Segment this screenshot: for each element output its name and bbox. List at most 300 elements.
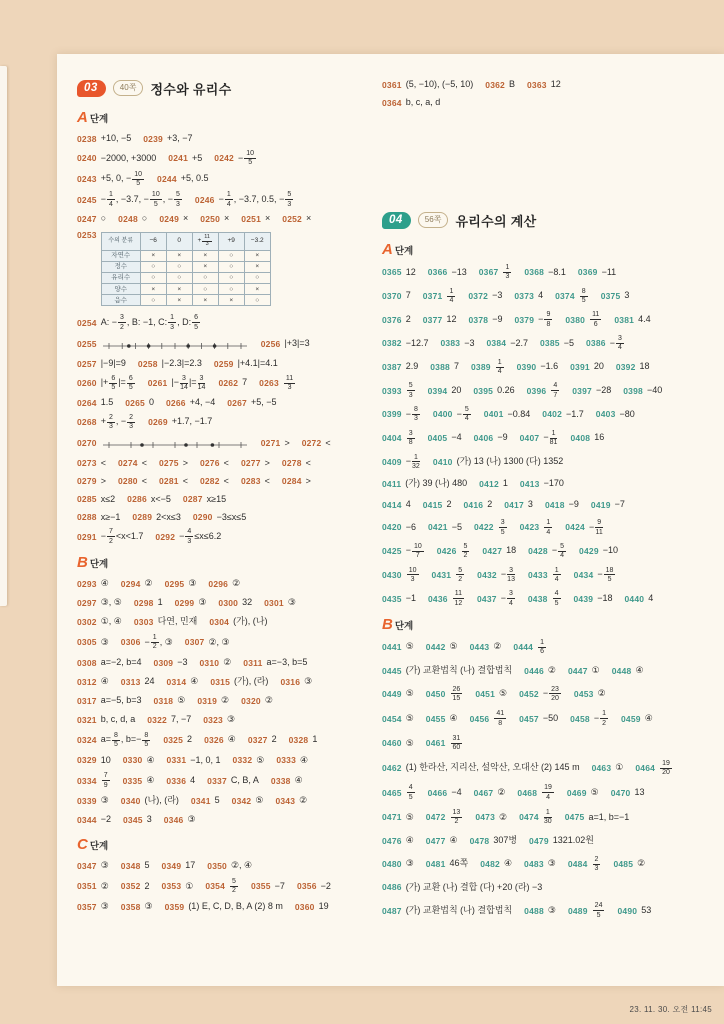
fraction-denominator: 5 [554, 599, 559, 607]
problem-number: 0425 [382, 546, 402, 557]
answer-item [297, 881, 331, 893]
problem-number: 0265 [125, 397, 145, 408]
fraction-numerator: 19 [662, 759, 670, 767]
problem-number: 0292 [155, 531, 176, 542]
problem-number: 0395 [473, 385, 494, 396]
answer-item [524, 905, 556, 917]
answer-item [475, 812, 507, 824]
fraction [600, 710, 608, 727]
problem-number: 0488 [524, 905, 544, 916]
answer-text: −3 [177, 656, 188, 667]
answer-row [382, 686, 712, 703]
problem-number: 0272 [301, 438, 322, 449]
answer-text: − $\frac{4}{3}$ ≤x≤6.2 [179, 528, 222, 545]
fraction-denominator: 5 [596, 911, 601, 919]
answer-text: 다연, 민재 [157, 616, 198, 627]
section-title: 유리수의 계산 [455, 213, 537, 229]
answer-text [461, 543, 471, 560]
fraction-numerator: 1 [551, 429, 556, 437]
answer-item [565, 311, 602, 328]
answer-text: ③ [100, 636, 109, 647]
fraction-denominator: 3 [287, 384, 292, 392]
answer-text: −0.84 [507, 408, 531, 419]
answer-text: A: − $\frac{3}{2}$ , B: −1, C: $\frac{1}{3}$ , D: $\frac{6}{5}$ [100, 314, 198, 331]
fraction-numerator: 8 [413, 406, 418, 414]
answer-item [77, 133, 131, 145]
answer-text: |−9|=9 [100, 358, 126, 369]
answer-item [574, 593, 613, 605]
answer-text: −5 [451, 521, 462, 532]
fraction-denominator: 3 [408, 391, 413, 399]
fraction-numerator: 7 [103, 772, 108, 780]
answer-text [550, 382, 560, 399]
problem-number: 0373 [514, 290, 535, 301]
answer-item [527, 79, 561, 91]
fraction-numerator: 11 [454, 590, 462, 598]
problem-number: 0355 [250, 881, 271, 892]
fraction [494, 710, 506, 727]
problem-number: 0432 [477, 569, 497, 580]
problem-number: 0466 [427, 787, 448, 798]
answer-text [452, 590, 465, 607]
answer-item [125, 397, 154, 409]
answer-item [382, 361, 418, 373]
step-letter: C [77, 836, 88, 854]
fraction [553, 590, 561, 607]
answer-row [382, 78, 712, 92]
fraction [230, 878, 238, 895]
problem-number: 0461 [425, 738, 446, 749]
answer-text: 18 [506, 545, 517, 556]
answer-item [134, 597, 163, 609]
problem-number: 0416 [463, 500, 484, 511]
problem-number: 0475 [564, 812, 585, 823]
problem-number: 0321 [77, 714, 97, 725]
fraction [284, 375, 295, 392]
answer-item [77, 676, 109, 688]
answer-item [474, 787, 506, 799]
answer-item [382, 713, 414, 725]
answer-item [382, 858, 414, 870]
answer-item [578, 267, 616, 279]
answer-text: − $\frac{1}{81}$ [543, 429, 558, 447]
answer-item [77, 795, 109, 807]
answer-text: −40 [646, 384, 663, 395]
answer-item [200, 458, 229, 470]
fraction-denominator: 2 [108, 537, 113, 545]
answer-text: ③ [100, 795, 109, 806]
answer-item [486, 338, 528, 350]
fraction [593, 856, 601, 873]
answer-text: ④ [503, 858, 513, 869]
problem-number: 0347 [77, 861, 97, 872]
fraction-denominator: 5 [607, 575, 612, 583]
problem-number: 0431 [431, 569, 452, 580]
problem-number: 0402 [542, 409, 562, 420]
answer-text [406, 567, 420, 584]
answer-text: −13 [451, 266, 467, 277]
table-corner-cell: 수의 분류 [101, 233, 140, 251]
problem-number: 0442 [425, 642, 446, 653]
table-column-header [244, 233, 270, 251]
problem-number: 0303 [133, 616, 154, 627]
fraction [604, 567, 616, 584]
problem-number: 0281 [158, 476, 179, 487]
answer-text: ④ [644, 712, 653, 723]
answer-text: −1 [405, 592, 416, 603]
answer-text: −6 [149, 237, 157, 245]
answer-text: −2.7 [510, 337, 528, 348]
answer-item [241, 458, 270, 470]
step-letter: A [77, 109, 88, 126]
answer-item [484, 409, 531, 421]
answer-item [471, 359, 505, 376]
answer-text [283, 375, 296, 392]
answer-row [77, 859, 375, 873]
fraction [132, 171, 144, 188]
problem-number: 0250 [200, 213, 221, 224]
answer-row [382, 902, 712, 919]
answer-item [614, 314, 650, 326]
answer-text [495, 359, 505, 376]
problem-number: 0258 [137, 358, 158, 369]
fraction-numerator: 10 [246, 150, 255, 157]
answer-row [77, 900, 375, 914]
answer-text: 2.9 [405, 361, 419, 372]
fraction-denominator: 2 [463, 552, 468, 560]
fraction-denominator: 12 [454, 599, 463, 607]
problem-number: 0344 [77, 815, 97, 826]
answer-text: −4 [451, 786, 462, 797]
answer-item [77, 637, 109, 649]
problem-number: 0396 [526, 385, 547, 396]
answer-item [426, 858, 468, 870]
problem-number: 0247 [77, 213, 97, 224]
answer-text: − $\frac{1}{2}$ , ③ [144, 634, 173, 651]
problem-number: 0391 [570, 362, 590, 372]
answer-text: 19 [318, 900, 329, 911]
answer-item [611, 787, 645, 799]
answer-text: < [100, 457, 106, 468]
table-mark-cell: ○ [244, 272, 270, 283]
problem-number: 0397 [572, 385, 592, 396]
answer-item [616, 361, 650, 373]
answer-item [468, 314, 502, 326]
fraction [180, 375, 188, 392]
answer-text: ④ [227, 734, 236, 745]
answer-item [162, 860, 196, 872]
problem-number: 0419 [590, 500, 611, 511]
fraction [174, 191, 182, 208]
answer-text: ②, ④ [230, 860, 253, 871]
fraction [544, 519, 552, 536]
problem-number: 0242 [214, 153, 234, 164]
fraction-denominator: 5 [144, 741, 149, 749]
answer-text: × [305, 213, 312, 224]
answer-text: 3 [624, 290, 630, 301]
fraction-denominator: 8 [546, 320, 551, 328]
problem-number: 0490 [617, 905, 638, 916]
problem-number: 0399 [382, 409, 402, 420]
problem-number: 0350 [207, 861, 227, 872]
fraction-numerator: 8 [113, 731, 118, 739]
problem-number: 0472 [425, 812, 446, 823]
problem-number: 0322 [147, 714, 167, 725]
problem-number: 0348 [120, 861, 141, 872]
problem-number: 0289 [132, 512, 153, 523]
answer-item [118, 213, 147, 225]
answer-item [205, 878, 239, 895]
problem-number: 0294 [120, 578, 141, 589]
answer-text: 20 [451, 384, 462, 395]
answer-row [77, 596, 375, 610]
number-line [101, 434, 249, 452]
fraction-denominator: 6 [593, 320, 598, 328]
fraction-numerator: 3 [119, 314, 124, 322]
answer-item [474, 519, 508, 536]
fraction-denominator: 3 [175, 200, 180, 208]
answer-text: − $\frac{1}{32}$ [405, 453, 420, 470]
answer-text: ① [615, 762, 624, 773]
answer-item [426, 735, 464, 752]
answer-text: ④ [190, 675, 199, 686]
fraction-denominator: 5 [153, 200, 158, 208]
answer-text: ○ [141, 213, 148, 224]
answer-item [218, 597, 252, 609]
fraction-denominator: 4 [546, 528, 551, 536]
answer-item [382, 688, 414, 700]
answer-item [423, 314, 457, 326]
answer-item [568, 856, 602, 873]
answer-row [382, 760, 712, 777]
problem-number: 0311 [243, 657, 263, 668]
fraction-numerator: 5 [287, 191, 292, 199]
problem-number: 0293 [77, 578, 97, 589]
problem-number: 0346 [163, 815, 184, 826]
answer-item [596, 409, 635, 421]
fraction-denominator: 6 [540, 648, 545, 656]
answer-item [166, 775, 195, 787]
table-mark-cell: ○ [244, 295, 270, 306]
fraction-numerator: 5 [463, 542, 468, 550]
answer-text: 0 [148, 396, 154, 407]
answer-row [77, 357, 375, 371]
answer-item [261, 338, 310, 350]
problem-number: 0282 [199, 476, 220, 487]
answer-item [163, 734, 192, 746]
fraction-numerator: 19 [544, 784, 552, 792]
problem-number: 0410 [432, 456, 453, 467]
number-line [101, 335, 249, 353]
problem-number: 0295 [164, 578, 185, 589]
fraction-numerator: 3 [617, 335, 622, 343]
answer-text: −18 [597, 592, 613, 603]
fraction-denominator: 5 [113, 741, 118, 749]
fraction-denominator: 3 [413, 415, 418, 423]
answer-row [382, 710, 712, 727]
problem-number: 0360 [294, 901, 315, 912]
fraction-denominator: 4 [554, 575, 559, 583]
problem-number: 0306 [120, 637, 141, 648]
table-mark-cell: × [244, 250, 270, 261]
problem-number: 0361 [382, 79, 402, 90]
answer-item [428, 267, 467, 279]
problem-number: 0308 [77, 657, 97, 668]
fraction-denominator: 30 [543, 818, 552, 826]
fraction [462, 543, 470, 560]
problem-number: 0406 [473, 433, 494, 444]
answer-text: −3 [464, 337, 475, 348]
answer-item [185, 637, 230, 649]
answer-row [382, 834, 712, 848]
answer-item [214, 358, 278, 370]
fraction-denominator: 11 [595, 528, 603, 536]
table-column-header [192, 233, 218, 251]
answer-item [473, 385, 514, 397]
answer-item [121, 634, 173, 651]
problem-number: 0392 [615, 362, 636, 372]
problem-number: 0474 [519, 812, 539, 823]
answer-item [210, 676, 268, 688]
problem-number: 0297 [77, 597, 97, 608]
table-column-header [218, 233, 244, 251]
answer-item [528, 567, 562, 584]
answer-item [426, 835, 458, 847]
answer-item [123, 755, 155, 767]
answer-item [382, 567, 420, 584]
answer-item [485, 79, 515, 91]
answer-text: a=−2, b=4 [100, 656, 142, 667]
problem-number: 0435 [382, 593, 402, 604]
fraction [558, 543, 566, 560]
answer-text: −9 [492, 313, 503, 324]
answer-text: b, c, d, a [100, 713, 136, 724]
answer-text [229, 878, 239, 895]
fraction-denominator: 3 [410, 575, 415, 583]
fraction [499, 519, 507, 536]
answer-item [382, 97, 440, 109]
answer-text: − $\frac{8}{3}$ [405, 406, 418, 423]
fraction [142, 732, 150, 749]
answer-text: b, c, a, d [405, 97, 441, 108]
problem-number: 0254 [77, 317, 97, 328]
answer-text: × [183, 213, 189, 224]
answer-text: x≥−1 [100, 511, 121, 522]
fraction-numerator: 5 [175, 191, 180, 199]
answer-item [241, 213, 270, 225]
answer-item [565, 812, 630, 824]
problem-number: 0270 [77, 438, 97, 449]
fraction-numerator: 7 [108, 528, 113, 536]
step-header [382, 617, 712, 632]
answer-item [572, 385, 611, 397]
answer-item [482, 545, 516, 557]
answer-item [520, 519, 554, 536]
answer-item [148, 375, 207, 392]
answer-item [527, 382, 561, 399]
table-row-label: 자연수 [101, 250, 140, 261]
fraction-denominator: 9 [103, 781, 108, 789]
fraction [549, 686, 561, 703]
answer-item [591, 499, 625, 511]
step-label: 단계 [394, 620, 414, 632]
answer-text: ③ [405, 858, 414, 869]
fraction-denominator: 3 [205, 241, 209, 248]
answer-text: −1.7 [566, 408, 584, 419]
fraction [407, 382, 415, 399]
fraction-denominator: 3 [108, 423, 113, 431]
answer-text [543, 519, 553, 536]
fraction-denominator: 4 [617, 344, 622, 352]
answer-item [382, 338, 429, 350]
answer-item [382, 454, 421, 471]
problem-number: 0405 [427, 433, 448, 444]
column-spacer [382, 114, 712, 210]
answer-item [77, 213, 106, 225]
answer-row [77, 212, 375, 226]
problem-number: 0460 [382, 738, 402, 749]
answer-row [382, 784, 712, 801]
problem-number: 0440 [624, 593, 645, 604]
problem-number: 0458 [570, 713, 590, 724]
answer-text: −6 [405, 521, 416, 532]
answer-item [77, 191, 183, 208]
fraction-numerator: 10 [413, 542, 422, 550]
answer-row [382, 543, 712, 560]
problem-number: 0275 [158, 458, 179, 469]
fraction [544, 809, 552, 826]
answer-item [282, 458, 311, 470]
answer-item [164, 814, 196, 826]
problem-number: 0453 [573, 688, 594, 699]
fraction-numerator: 3 [408, 429, 413, 437]
answer-item [159, 476, 188, 488]
answer-text: < [223, 457, 229, 468]
problem-number: 0420 [382, 522, 402, 533]
answer-text [537, 639, 547, 656]
fraction-numerator: 41 [496, 710, 505, 718]
problem-number: 0477 [425, 835, 446, 846]
problem-number: 0390 [516, 362, 537, 372]
answer-item [545, 499, 579, 511]
answer-item [200, 657, 232, 669]
answer-text: < [141, 457, 147, 468]
table-mark-cell: × [244, 261, 270, 272]
fraction-numerator: 10 [151, 191, 160, 199]
answer-text: > [305, 475, 311, 486]
answer-text: 5 [144, 860, 150, 871]
problem-number: 0351 [77, 881, 97, 892]
problem-number: 0427 [482, 546, 503, 557]
answer-text: 24 [144, 675, 155, 686]
fraction-numerator: 4 [554, 590, 559, 598]
answer-text: 2 [446, 499, 452, 510]
answer-item [479, 478, 508, 490]
problem-number: 0485 [613, 859, 634, 869]
answer-item [77, 578, 109, 590]
step-header [382, 242, 712, 257]
problem-number: 0335 [122, 775, 143, 786]
answer-text [552, 567, 562, 584]
answer-text: + $\frac{11}{3}$ [197, 233, 210, 248]
answer-item [121, 578, 153, 590]
fraction-denominator: 4 [449, 297, 454, 305]
problem-number: 0364 [382, 97, 402, 108]
answer-item [586, 335, 625, 352]
fraction-numerator: 24 [594, 902, 603, 910]
answer-text: 46쪽 [449, 858, 469, 869]
table-mark-cell: ○ [218, 284, 244, 295]
